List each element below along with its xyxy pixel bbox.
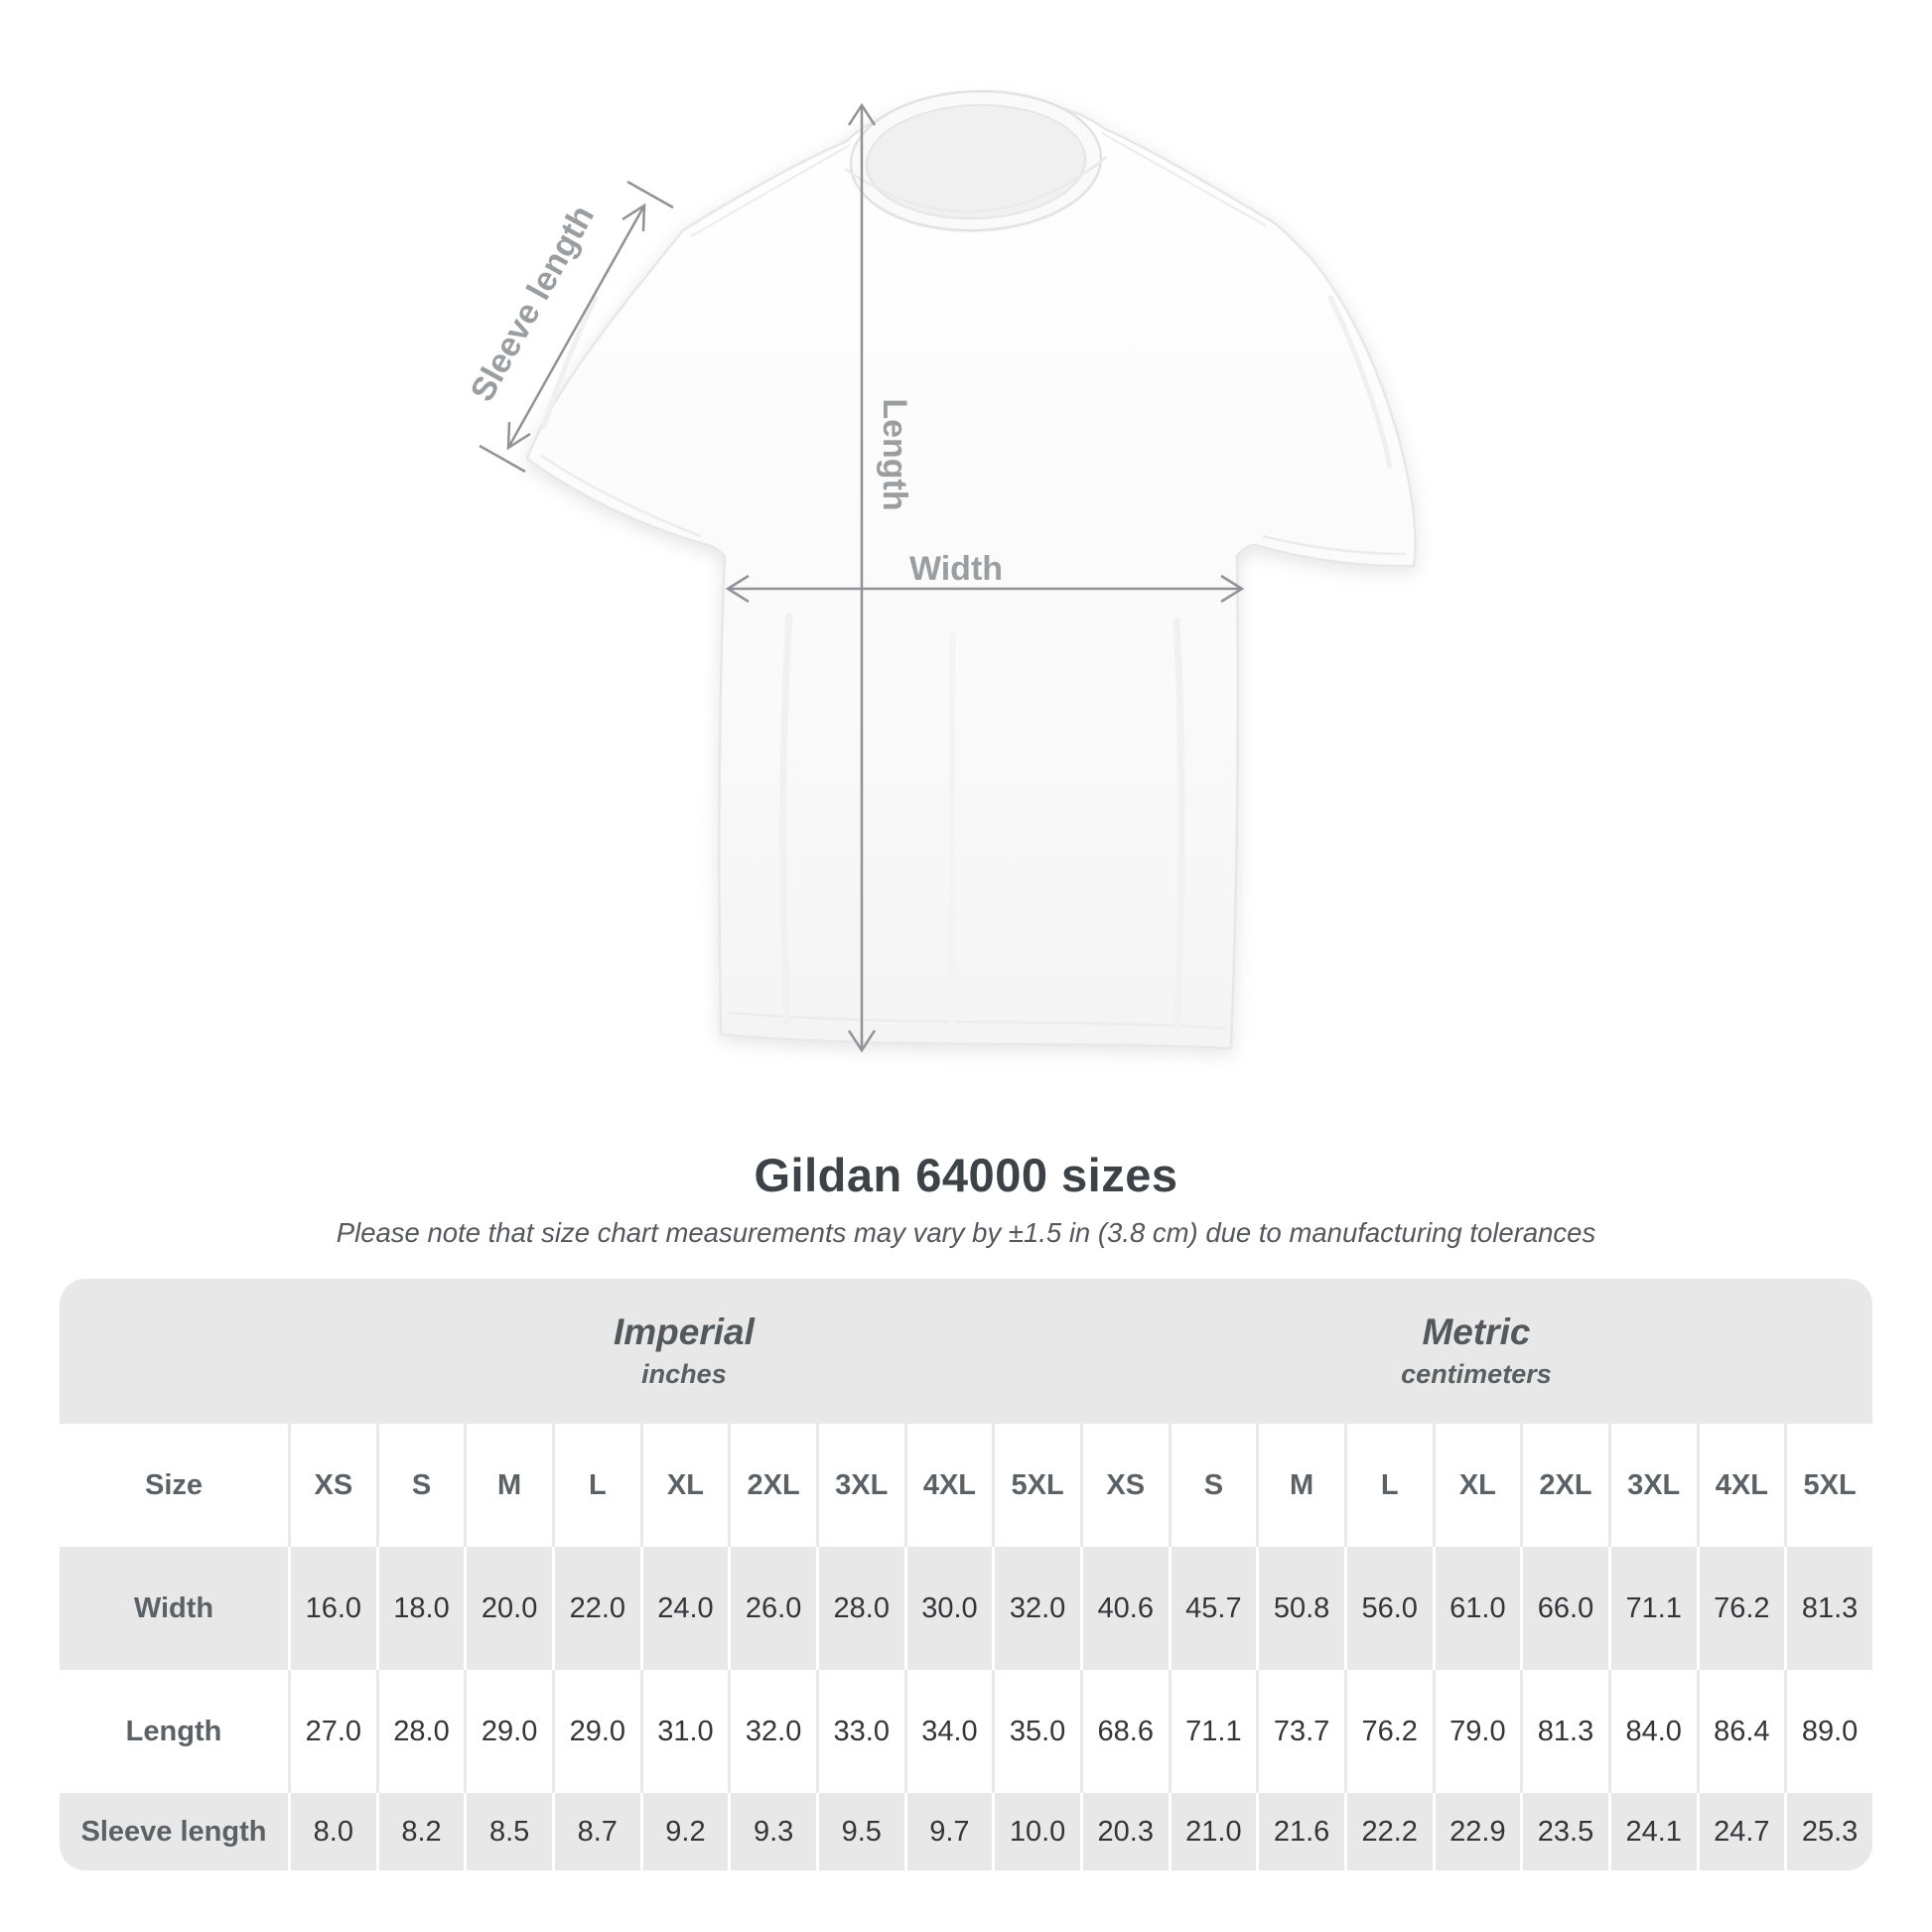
value-cell: 21.6 [1256, 1793, 1344, 1870]
value-cell: 66.0 [1520, 1547, 1608, 1670]
value-cell: 81.3 [1520, 1670, 1608, 1793]
value-cell: 24.7 [1697, 1793, 1785, 1870]
size-corner-label: Size [60, 1424, 288, 1547]
row-width [60, 1547, 1872, 1670]
measurement-rows [60, 1547, 1872, 1870]
size-table-container [60, 1279, 1872, 1870]
value-cell: 21.0 [1169, 1793, 1257, 1870]
value-cell: 61.0 [1433, 1547, 1521, 1670]
value-cell: 31.0 [640, 1670, 729, 1793]
row-sleeve-length [60, 1793, 1872, 1870]
value-cell: 89.0 [1784, 1670, 1872, 1793]
value-cell: 9.3 [728, 1793, 816, 1870]
size-header-metric-4xl: 4XL [1697, 1424, 1785, 1547]
metric-group-header [1080, 1279, 1872, 1424]
value-cell: 8.0 [288, 1793, 376, 1870]
value-cell: 71.1 [1169, 1670, 1257, 1793]
row-length [60, 1670, 1872, 1793]
value-cell: 35.0 [992, 1670, 1080, 1793]
value-cell: 25.3 [1784, 1793, 1872, 1870]
value-cell: 28.0 [376, 1670, 465, 1793]
value-cell: 28.0 [816, 1547, 904, 1670]
value-cell: 20.3 [1080, 1793, 1169, 1870]
dimension-cap [480, 446, 525, 472]
dimension-cap [627, 182, 673, 207]
size-header-imperial-2xl: 2XL [728, 1424, 816, 1547]
size-header-imperial-l: L [552, 1424, 640, 1547]
value-cell: 22.9 [1433, 1793, 1521, 1870]
imperial-group-header [288, 1279, 1080, 1424]
value-cell: 8.7 [552, 1793, 640, 1870]
metric-label: Metric [1422, 1311, 1531, 1352]
size-header-imperial-4xl: 4XL [904, 1424, 993, 1547]
size-header-metric-xs: XS [1080, 1424, 1169, 1547]
value-cell: 9.5 [816, 1793, 904, 1870]
tolerance-note: Please note that size chart measurements may vary by ±1.5 in (3.8 cm) due to manufacturing tolerances [336, 1217, 1596, 1248]
size-chart-table [60, 1279, 1872, 1870]
value-cell: 8.2 [376, 1793, 465, 1870]
value-cell: 86.4 [1697, 1670, 1785, 1793]
size-header-metric-2xl: 2XL [1520, 1424, 1608, 1547]
width-label: Width [908, 550, 1004, 588]
value-cell: 10.0 [992, 1793, 1080, 1870]
size-header-metric-3xl: 3XL [1608, 1424, 1697, 1547]
value-cell: 18.0 [376, 1547, 465, 1670]
value-cell: 32.0 [728, 1670, 816, 1793]
value-cell: 45.7 [1169, 1547, 1257, 1670]
value-cell: 24.1 [1608, 1793, 1697, 1870]
value-cell: 26.0 [728, 1547, 816, 1670]
size-header-imperial-s: S [376, 1424, 465, 1547]
imperial-unit: inches [641, 1359, 727, 1390]
corner-cell [60, 1279, 288, 1424]
value-cell: 40.6 [1080, 1547, 1169, 1670]
imperial-label: Imperial [614, 1311, 755, 1352]
size-header-row [60, 1424, 1872, 1547]
value-cell: 24.0 [640, 1547, 729, 1670]
value-cell: 32.0 [992, 1547, 1080, 1670]
value-cell: 22.2 [1344, 1793, 1433, 1870]
value-cell: 84.0 [1608, 1670, 1697, 1793]
value-cell: 22.0 [552, 1547, 640, 1670]
value-cell: 27.0 [288, 1670, 376, 1793]
value-cell: 76.2 [1344, 1670, 1433, 1793]
size-header-metric-m: M [1256, 1424, 1344, 1547]
size-header-imperial-5xl: 5XL [992, 1424, 1080, 1547]
value-cell: 81.3 [1784, 1547, 1872, 1670]
chart-title: Gildan 64000 sizes [754, 1149, 1178, 1201]
value-cell: 29.0 [552, 1670, 640, 1793]
size-header-metric-5xl: 5XL [1784, 1424, 1872, 1547]
size-header-imperial-m: M [464, 1424, 552, 1547]
value-cell: 73.7 [1256, 1670, 1344, 1793]
size-header-metric-xl: XL [1433, 1424, 1521, 1547]
sleeve-length-label: Sleeve length [463, 199, 603, 408]
value-cell: 9.7 [904, 1793, 993, 1870]
value-cell: 79.0 [1433, 1670, 1521, 1793]
row-label: Length [60, 1670, 288, 1793]
size-header-metric-s: S [1169, 1424, 1257, 1547]
length-label: Length [876, 398, 913, 511]
value-cell: 16.0 [288, 1547, 376, 1670]
size-header-imperial-xs: XS [288, 1424, 376, 1547]
value-cell: 20.0 [464, 1547, 552, 1670]
size-header-imperial-xl: XL [640, 1424, 729, 1547]
metric-unit: centimeters [1401, 1359, 1552, 1390]
value-cell: 33.0 [816, 1670, 904, 1793]
value-cell: 9.2 [640, 1793, 729, 1870]
row-label: Sleeve length [60, 1793, 288, 1870]
row-label: Width [60, 1547, 288, 1670]
value-cell: 56.0 [1344, 1547, 1433, 1670]
value-cell: 68.6 [1080, 1670, 1169, 1793]
value-cell: 23.5 [1520, 1793, 1608, 1870]
value-cell: 71.1 [1608, 1547, 1697, 1670]
size-header-imperial-3xl: 3XL [816, 1424, 904, 1547]
value-cell: 30.0 [904, 1547, 993, 1670]
value-cell: 34.0 [904, 1670, 993, 1793]
size-header-metric-l: L [1344, 1424, 1433, 1547]
value-cell: 50.8 [1256, 1547, 1344, 1670]
value-cell: 29.0 [464, 1670, 552, 1793]
value-cell: 8.5 [464, 1793, 552, 1870]
value-cell: 76.2 [1697, 1547, 1785, 1670]
unit-group-row [60, 1279, 1872, 1424]
